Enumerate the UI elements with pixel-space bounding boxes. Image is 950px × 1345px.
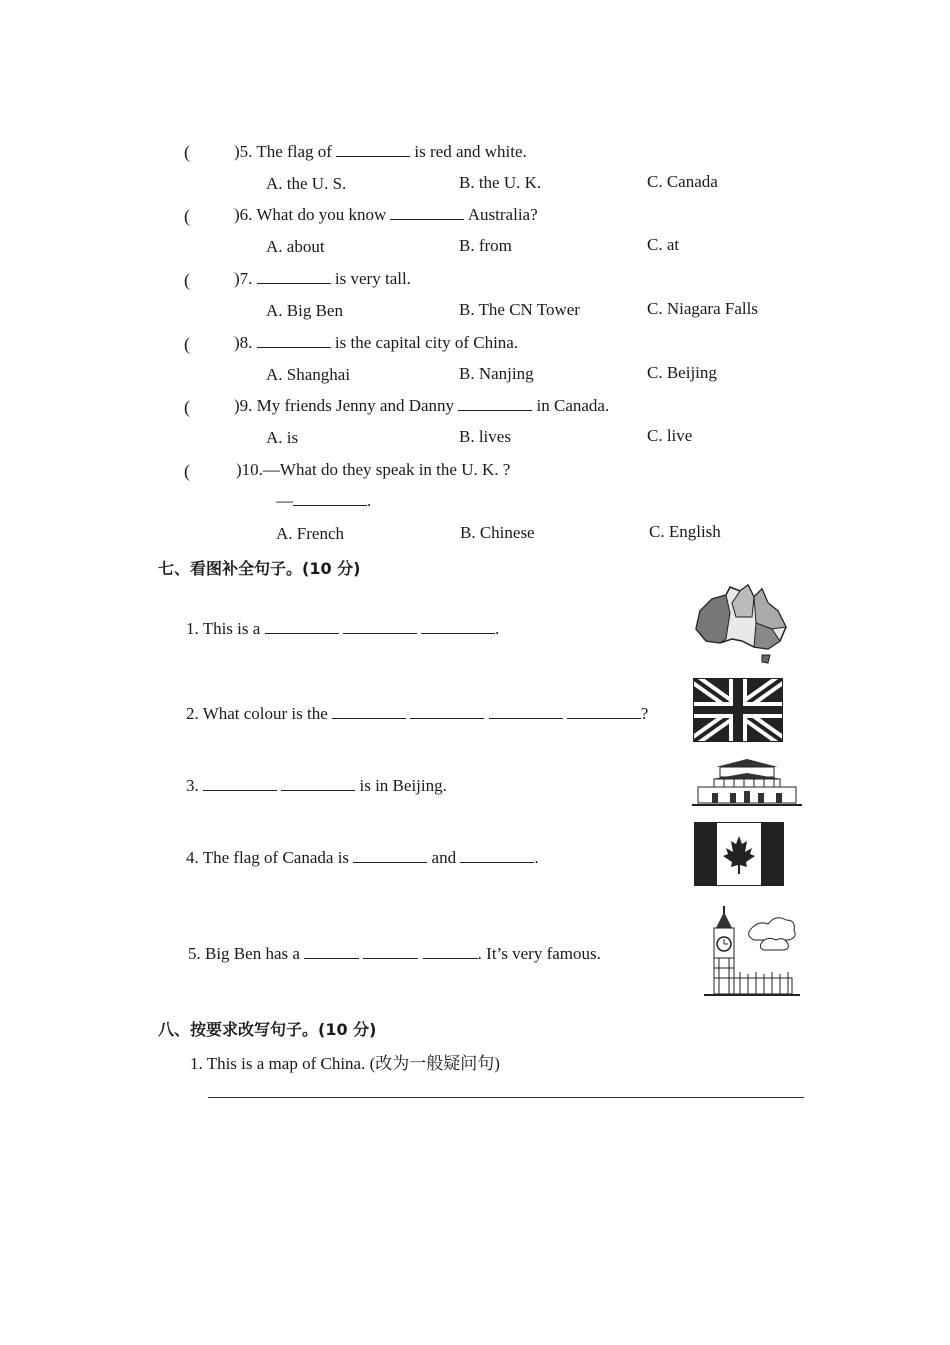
option-b: B. lives (459, 427, 511, 446)
answer-blank[interactable] (293, 491, 367, 506)
option-b: B. the U. K. (459, 173, 542, 192)
answer-paren: ( (184, 334, 190, 354)
option-c: C. at (647, 235, 680, 254)
picture-sentence-5: 5. Big Ben has a . It’s very famous. (188, 944, 601, 963)
option-c: C. Canada (647, 172, 718, 191)
picture-sentence-4: 4. The flag of Canada is and . (186, 848, 539, 867)
rewrite-item-1: 1. This is a map of China. (改为一般疑问句) (190, 1054, 500, 1073)
answer-paren: ( (184, 142, 190, 162)
answer-blank[interactable] (423, 944, 478, 959)
option-a: A. Big Ben (266, 301, 343, 320)
answer-blank[interactable] (421, 619, 495, 634)
canada-flag-icon (694, 822, 784, 886)
answer-blank[interactable] (460, 848, 534, 863)
question-text: )9. My friends Jenny and Danny in Canada. (234, 396, 610, 415)
option-a: A. French (276, 524, 344, 543)
tiananmen-icon (692, 757, 802, 809)
answer-paren: ( (184, 206, 190, 226)
answer-line[interactable] (208, 1097, 804, 1098)
answer-blank[interactable] (332, 704, 406, 719)
question-text: )6. What do you know Australia? (234, 205, 538, 224)
answer-blank[interactable] (410, 704, 484, 719)
answer-paren: ( (184, 270, 190, 290)
question-text: )5. The flag of is red and white. (234, 142, 527, 161)
option-c: C. Niagara Falls (647, 299, 758, 318)
answer-blank[interactable] (489, 704, 563, 719)
option-a: A. is (266, 428, 299, 447)
answer-blank[interactable] (281, 776, 355, 791)
answer-paren: ( (184, 397, 190, 417)
question-text: )8. is the capital city of China. (234, 333, 519, 352)
australia-map-icon (692, 583, 790, 665)
option-a: A. about (266, 237, 325, 256)
answer-blank[interactable] (257, 333, 331, 348)
answer-line: — . (276, 491, 372, 510)
answer-paren: ( (184, 461, 190, 481)
section-8-title: 八、按要求改写句子。(10 分) (158, 1020, 377, 1039)
picture-sentence-2: 2. What colour is the ? (186, 704, 649, 723)
answer-blank[interactable] (363, 944, 418, 959)
picture-sentence-3: 3. is in Beijing. (186, 776, 447, 795)
option-b: B. The CN Tower (459, 300, 580, 319)
answer-blank[interactable] (343, 619, 417, 634)
option-c: C. Beijing (647, 363, 717, 382)
answer-blank[interactable] (203, 776, 277, 791)
answer-blank[interactable] (390, 205, 464, 220)
answer-blank[interactable] (265, 619, 339, 634)
picture-sentence-1: 1. This is a . (186, 619, 500, 638)
option-b: B. from (459, 236, 512, 255)
section-7-title: 七、看图补全句子。(10 分) (158, 559, 361, 578)
option-a: A. Shanghai (266, 365, 351, 384)
uk-flag-icon (693, 678, 783, 742)
question-text: )7. is very tall. (234, 269, 411, 288)
question-text: )10.—What do they speak in the U. K. ? (236, 460, 511, 479)
answer-blank[interactable] (336, 142, 410, 157)
answer-blank[interactable] (257, 269, 331, 284)
answer-blank[interactable] (567, 704, 641, 719)
option-a: A. the U. S. (266, 174, 347, 193)
answer-blank[interactable] (353, 848, 427, 863)
option-c: C. English (649, 522, 721, 541)
option-b: B. Chinese (460, 523, 535, 542)
big-ben-icon (704, 906, 800, 998)
option-c: C. live (647, 426, 693, 445)
answer-blank[interactable] (304, 944, 359, 959)
option-b: B. Nanjing (459, 364, 534, 383)
answer-blank[interactable] (458, 396, 532, 411)
